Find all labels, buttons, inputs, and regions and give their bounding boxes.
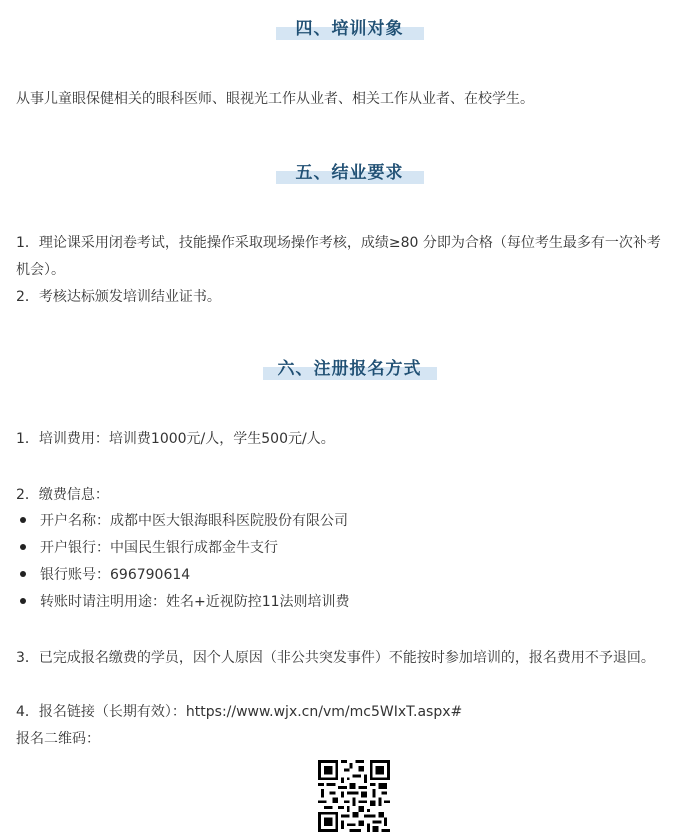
fee-line: 1．培训费用：培训费1000元/人，学生500元/人。 xyxy=(16,431,335,447)
section-heading-4 xyxy=(0,12,699,42)
payment-item-account-number: 银行账号：696790614 xyxy=(16,566,190,584)
section-title-4: 四、培训对象 xyxy=(295,19,404,39)
section-title-5: 五、结业要求 xyxy=(295,163,404,183)
payment-item-bank: 开户银行：中国民生银行成都金牛支行 xyxy=(16,539,278,557)
qr-code-icon[interactable] xyxy=(318,760,390,832)
payment-info-title: 2．缴费信息： xyxy=(16,487,109,503)
bullet-dot-icon xyxy=(20,517,26,523)
requirement-item-1-line-1: 1．理论课采用闭卷考试，技能操作采取现场操作考核，成绩≥80 分即为合格（每位考生最多有一次补考 xyxy=(16,235,661,251)
qr-label: 报名二维码： xyxy=(16,731,100,747)
bullet-dot-icon xyxy=(20,571,26,577)
requirement-item-2: 2．考核达标颁发培训结业证书。 xyxy=(16,289,221,305)
registration-link[interactable]: 4．报名链接（长期有效）：https://www.wjx.cn/vm/mc5WIxT.aspx# xyxy=(16,704,463,720)
bullet-dot-icon xyxy=(20,598,26,604)
section-4-body: 从事儿童眼保健相关的眼科医师、眼视光工作从业者、相关工作从业者、在校学生。 xyxy=(16,91,534,107)
section-heading-5 xyxy=(0,156,699,186)
section-heading-6 xyxy=(0,352,699,382)
bullet-dot-icon xyxy=(20,544,26,550)
payment-item-transfer-note: 转账时请注明用途：姓名+近视防控11法则培训费 xyxy=(16,593,350,611)
section-title-6: 六、注册报名方式 xyxy=(277,359,422,379)
payment-item-account-name: 开户名称：成都中医大银海眼科医院股份有限公司 xyxy=(16,512,348,530)
refund-policy: 3．已完成报名缴费的学员，因个人原因（非公共突发事件）不能按时参加培训的，报名费用不予退回。 xyxy=(16,650,655,666)
requirement-item-1-line-2: 机会）。 xyxy=(16,262,65,278)
